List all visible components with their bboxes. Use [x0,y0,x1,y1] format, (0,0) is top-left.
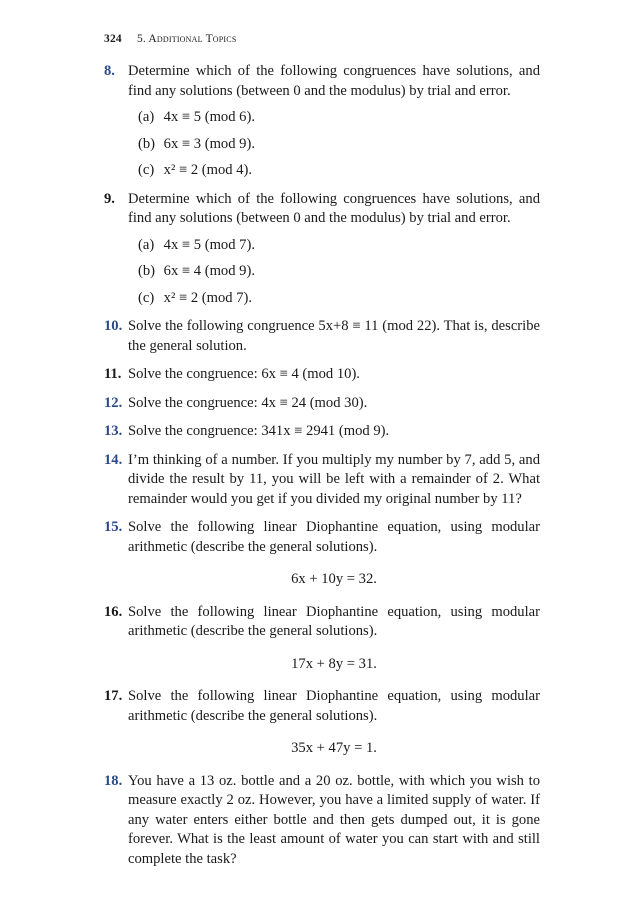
part-label: (b) [138,263,156,279]
part-label: (c) [138,162,155,178]
display-equation: 6x + 10y = 32. [291,571,377,587]
problem-number: 17. [104,688,123,704]
part-expression: 4x ≡ 5 (mod 6). [163,109,255,125]
problem-text: Solve the following linear Diophantine equation, using modular arithmetic (describe the general solutions). [128,603,540,639]
section-title: 5. Additional Topics [136,33,237,45]
problem-part [138,135,540,155]
problem-number: 15. [104,519,123,535]
problem-number: 8. [104,63,115,79]
part-label: (a) [138,109,155,125]
problem-part [138,289,540,309]
part-label: (a) [138,236,155,253]
problem-number: 18. [104,772,123,789]
problem-text: I’m thinking of a number. If you multiply my number by 7, add 5, and divide the result by 11, you will be left with a remainder of 2. What remainder would you get if you divided my original number by 11? [128,451,540,507]
problem-16 [104,603,540,675]
part-expression: x² ≡ 2 (mod 4). [163,162,253,178]
problem-text: Determine which of the following congruences have solutions, and find any solutions (between 0 and the modulus) by trial and error. [128,63,540,99]
problem-text: Determine which of the following congruences have solutions, and find any solutions (between 0 and the modulus) by trial and error. [128,190,540,226]
problem-9 [104,190,540,309]
problem-17 [104,687,540,759]
problem-18 [104,772,540,870]
problem-text: Solve the congruence: 4x ≡ 24 (mod 30). [128,394,368,411]
display-equation: 35x + 47y = 1. [291,740,377,756]
problem-number: 12. [104,394,123,411]
problem-number: 14. [104,451,123,468]
part-expression: 6x ≡ 4 (mod 9). [163,263,255,279]
part-label: (b) [138,135,156,152]
problem-text: Solve the congruence: 6x ≡ 4 (mod 10). [128,366,360,382]
problem-text: Solve the following linear Diophantine equation, using modular arithmetic (describe the general solutions). [128,688,540,724]
part-label: (c) [138,289,155,306]
problem-text: Solve the congruence: 341x ≡ 2941 (mod 9). [128,423,390,439]
problem-number: 10. [104,318,123,334]
problem-part [138,236,540,256]
part-expression: x² ≡ 2 (mod 7). [163,289,253,306]
problem-14 [104,451,540,510]
problem-list [104,62,540,878]
problem-12 [104,394,540,414]
problem-number: 11. [104,366,122,382]
problem-number: 16. [104,603,123,620]
problem-text: You have a 13 oz. bottle and a 20 oz. bottle, with which you wish to measure exactly 2 oz. However, you have a limited supply of water. If any water enters either bottle and then gets dumped out, it is gone forever. What is the least amount of water you can start with and still complete the task? [128,772,540,867]
problem-8 [104,62,540,181]
page-number: 324 [104,33,122,45]
problem-part [138,262,540,282]
problem-part [138,108,540,128]
problem-part [138,161,540,181]
problem-10 [104,317,540,356]
problem-text: Solve the following congruence 5x+8 ≡ 11 (mod 22). That is, describe the general solution. [128,318,540,354]
display-equation: 17x + 8y = 31. [291,655,377,672]
problem-13 [104,422,540,442]
problem-text: Solve the following linear Diophantine equation, using modular arithmetic (describe the general solutions). [128,519,540,555]
part-expression: 6x ≡ 3 (mod 9). [163,135,255,152]
part-expression: 4x ≡ 5 (mod 7). [163,236,255,253]
problem-11 [104,365,540,385]
problem-number: 13. [104,423,123,439]
problem-number: 9. [104,190,115,207]
problem-15 [104,518,540,590]
running-header [104,33,236,45]
